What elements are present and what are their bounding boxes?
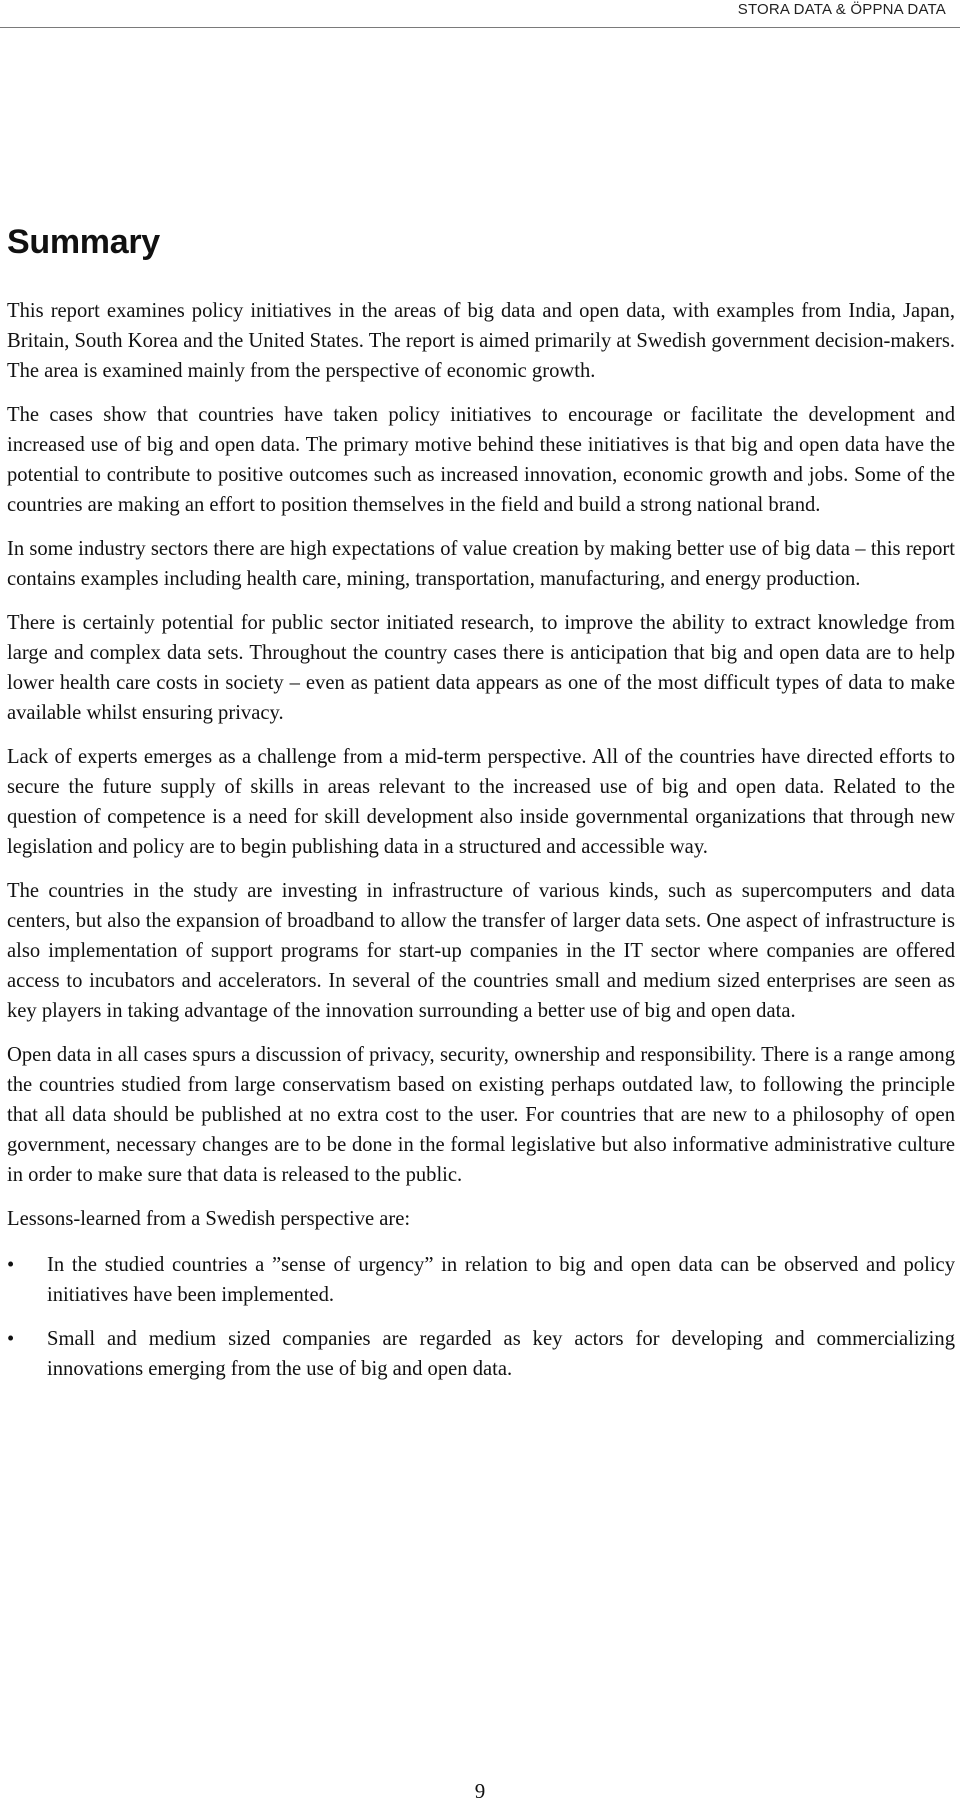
- summary-paragraph-5: Lack of experts emerges as a challenge from a mid-term perspective. All of the countries have directed efforts to secure the future supply of skills in areas relevant to the increased use of big and open data. Related to the question of competence is a need for skill development also inside governmental organizations that through new legislation and policy are to begin publishing data in a structured and accessible way.: [7, 746, 955, 858]
- summary-paragraph-2: The cases show that countries have taken policy initiatives to encourage or facilitate the development and increased use of big and open data. The primary motive behind these initiatives is that big and open data have the potential to contribute to positive outcomes such as increased innovation, economic growth and jobs. Some of the countries are making an effort to position themselves in the field and build a strong national brand.: [7, 404, 955, 516]
- header-divider: [0, 27, 960, 28]
- page-number: 9: [474, 1779, 486, 1803]
- lessons-intro: Lessons-learned from a Swedish perspective are:: [7, 1208, 411, 1230]
- summary-paragraph-7: Open data in all cases spurs a discussion of privacy, security, ownership and responsibility. There is a range among the countries studied from large conservatism based on existing perhaps outdated law, to following the principle that all data should be published at no extra cost to the user. For countries that are new to a philosophy of open government, necessary changes are to be done in the formal legislative but also informative administrative culture in order to make sure that data is released to the public.: [7, 1044, 955, 1186]
- summary-body: [7, 296, 955, 1398]
- list-item: [7, 1324, 955, 1384]
- running-header-title: STORA DATA & ÖPPNA DATA: [737, 1, 946, 18]
- bullet-icon: •: [7, 1254, 15, 1276]
- list-item-text: Small and medium sized companies are regarded as key actors for developing and commercializing innovations emerging from the use of big and open data.: [47, 1328, 955, 1380]
- summary-paragraph-4: There is certainly potential for public sector initiated research, to improve the ability to extract knowledge from large and complex data sets. Throughout the country cases there is anticipation that big and open data are to help lower health care costs in society – even as patient data appears as one of the most difficult types of data to make available whilst ensuring privacy.: [7, 612, 955, 724]
- summary-paragraph-6: The countries in the study are investing in infrastructure of various kinds, such as supercomputers and data centers, but also the expansion of broadband to allow the transfer of larger data sets. One aspect of infrastructure is also implementation of support programs for start-up companies in the IT sector where companies are offered access to incubators and accelerators. In several of the countries small and medium sized enterprises are seen as key players in taking advantage of the innovation surrounding a better use of big and open data.: [7, 880, 955, 1022]
- summary-paragraph-1: This report examines policy initiatives in the areas of big data and open data, with examples from India, Japan, Britain, South Korea and the United States. The report is aimed primarily at Swedish government decision-makers. The area is examined mainly from the perspective of economic growth.: [7, 300, 955, 382]
- bullet-icon: •: [7, 1328, 15, 1350]
- lessons-list: [7, 1250, 955, 1384]
- summary-paragraph-3: In some industry sectors there are high expectations of value creation by making better use of big data – this report contains examples including health care, mining, transportation, manufacturing, and energy production.: [7, 538, 955, 590]
- list-item-text: In the studied countries a ”sense of urgency” in relation to big and open data can be observed and policy initiatives have been implemented.: [47, 1254, 955, 1306]
- list-item: [7, 1250, 955, 1310]
- page-title: Summary: [7, 223, 160, 261]
